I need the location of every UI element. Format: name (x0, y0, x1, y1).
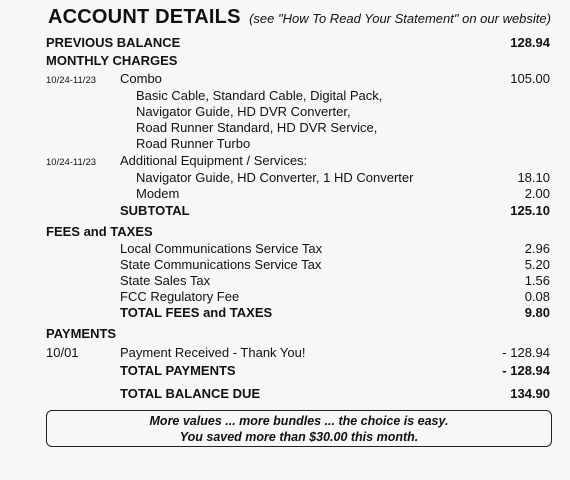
callout-line: You saved more than $30.00 this month. (179, 430, 419, 444)
fee-label: Local Communications Service Tax (120, 241, 323, 256)
payment-label: Payment Received - Thank You! (120, 345, 306, 360)
savings-callout (46, 410, 552, 447)
previous-balance-label: PREVIOUS BALANCE (46, 35, 181, 50)
combo-detail-text: Navigator Guide, HD DVR Converter, (136, 104, 351, 119)
balance-due-label: TOTAL BALANCE DUE (120, 386, 261, 401)
combo-amount: 105.00 (510, 71, 550, 86)
fees-total-amount: 9.80 (524, 305, 550, 320)
fee-amount: 2.96 (524, 241, 550, 256)
payment-amount: - 128.94 (502, 345, 550, 360)
callout-line: More values ... more bundles ... the choice is easy. (149, 414, 449, 428)
combo-detail-text: Road Runner Turbo (136, 136, 251, 151)
subtotal-label: SUBTOTAL (120, 203, 190, 218)
fees-heading: FEES and TAXES (46, 224, 153, 239)
header-note: (see "How To Read Your Statement" on our website) (249, 11, 551, 26)
equipment-date: 10/24-11/23 (46, 157, 97, 168)
fee-amount: 5.20 (524, 257, 550, 272)
combo-detail-text: Basic Cable, Standard Cable, Digital Pack, (136, 88, 383, 103)
fee-label: State Communications Service Tax (120, 257, 322, 272)
fee-amount: 1.56 (524, 273, 550, 288)
combo-detail-text: Road Runner Standard, HD DVR Service, (136, 120, 378, 135)
subtotal-amount: 125.10 (510, 203, 550, 218)
payments-total-label: TOTAL PAYMENTS (120, 363, 236, 378)
page-title: ACCOUNT DETAILS (48, 6, 241, 28)
equipment-item-amount: 18.10 (517, 170, 550, 185)
payment-date: 10/01 (46, 345, 79, 360)
payments-heading: PAYMENTS (46, 326, 117, 341)
equipment-item-label: Modem (136, 186, 180, 201)
fee-label: FCC Regulatory Fee (120, 289, 240, 304)
fee-amount: 0.08 (524, 289, 550, 304)
combo-label: Combo (120, 71, 162, 86)
payments-total-amount: - 128.94 (502, 363, 550, 378)
previous-balance-amount: 128.94 (510, 35, 550, 50)
combo-date: 10/24-11/23 (46, 75, 97, 86)
equipment-label: Additional Equipment / Services: (120, 153, 308, 168)
fees-total-label: TOTAL FEES and TAXES (120, 305, 273, 320)
equipment-item-label: Navigator Guide, HD Converter, 1 HD Converter (136, 170, 414, 185)
fee-label: State Sales Tax (120, 273, 211, 288)
balance-due-amount: 134.90 (510, 386, 550, 401)
equipment-item-amount: 2.00 (524, 186, 550, 201)
section-header (48, 6, 551, 29)
monthly-charges-heading: MONTHLY CHARGES (46, 53, 178, 68)
